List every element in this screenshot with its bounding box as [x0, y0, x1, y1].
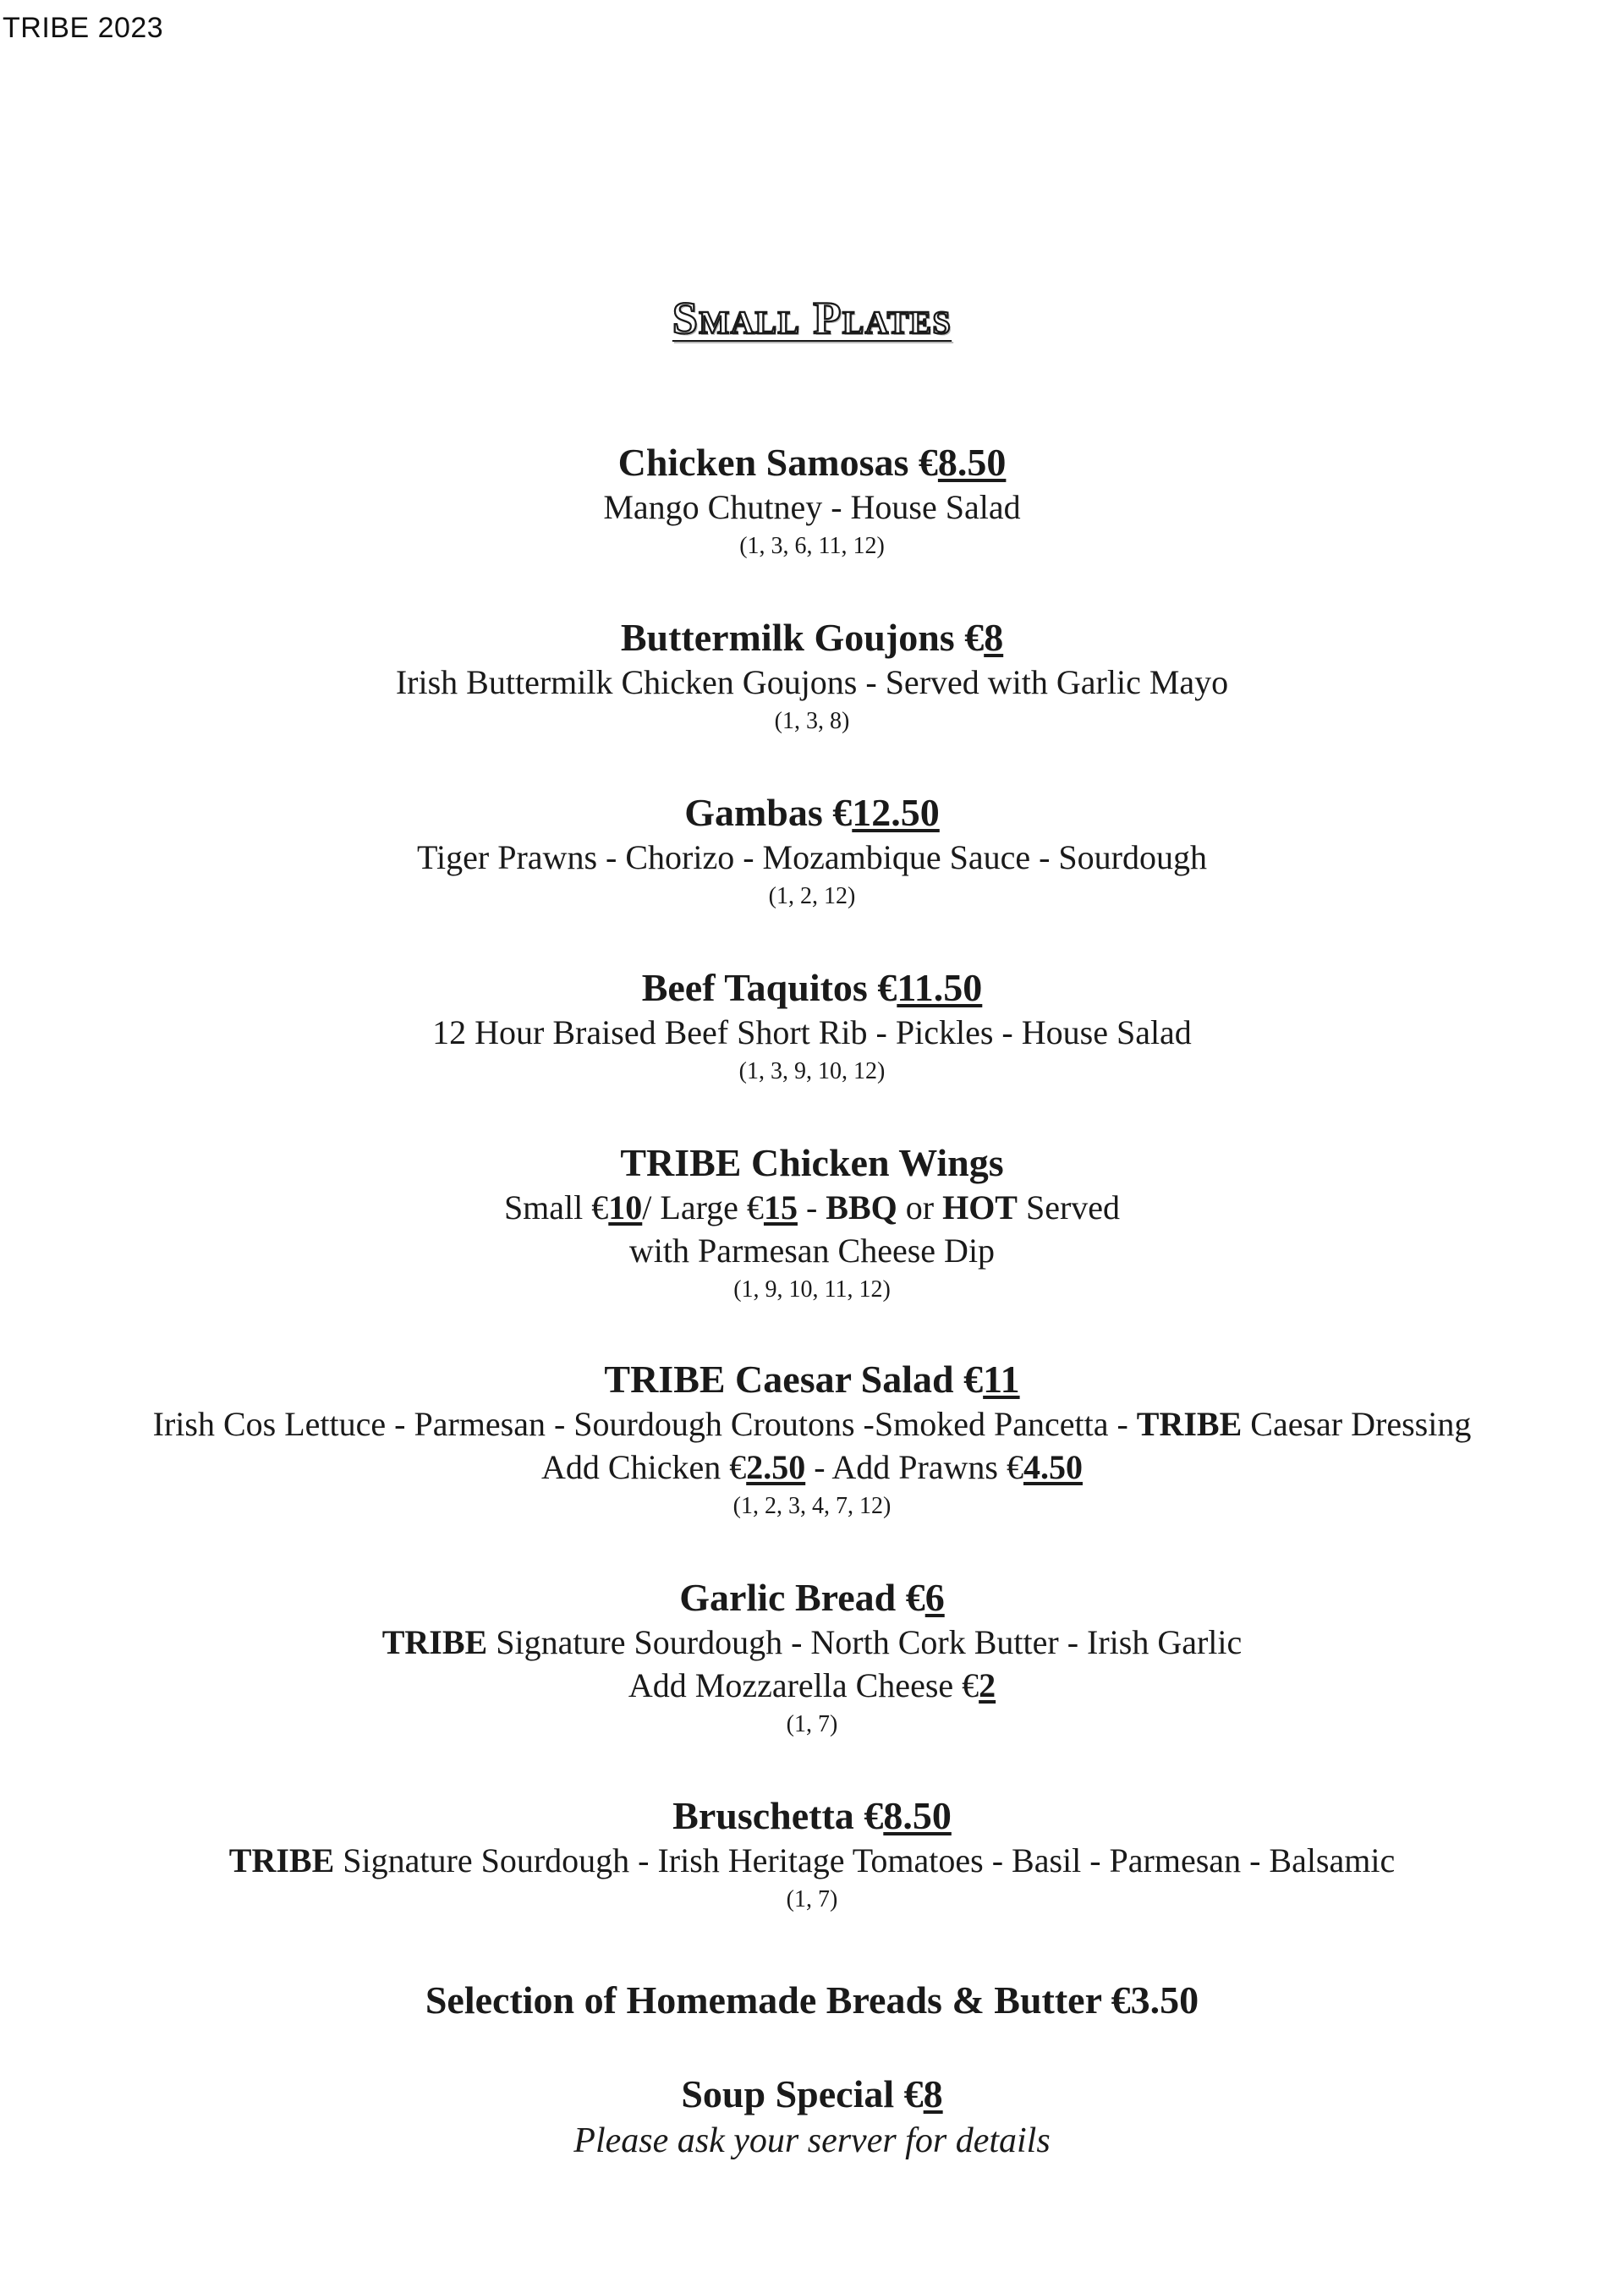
item-price: 8.50 — [937, 441, 1007, 484]
item-description: TRIBE Signature Sourdough - North Cork Butter - Irish Garlic — [381, 1623, 1243, 1661]
menu-item — [0, 2071, 1624, 2165]
item-title: Soup Special €8 — [681, 2072, 943, 2115]
item-description: Small €10/ Large €15 - BBQ or HOT Served — [503, 1188, 1121, 1226]
item-title: Beef Taquitos €11.50 — [641, 966, 983, 1009]
item-description-line2: with Parmesan Cheese Dip — [628, 1232, 996, 1270]
item-price: 8 — [923, 2072, 943, 2115]
menu-item — [0, 1793, 1624, 1918]
item-allergens: (1, 2, 12) — [768, 883, 856, 909]
item-description: TRIBE Signature Sourdough - Irish Heritage Tomatoes - Basil - Parmesan - Balsamic — [228, 1841, 1396, 1879]
item-description: Tiger Prawns - Chorizo - Mozambique Sauce - Sourdough — [417, 838, 1207, 876]
item-price: 8 — [984, 616, 1004, 659]
item-description: 12 Hour Braised Beef Short Rib - Pickles - House Salad — [432, 1013, 1192, 1051]
item-addons: Add Chicken €2.50 - Add Prawns €4.50 — [541, 1448, 1083, 1486]
item-title: Buttermilk Goujons €8 — [620, 616, 1004, 659]
item-allergens: (1, 7) — [786, 1711, 838, 1737]
item-price: 11 — [983, 1358, 1020, 1401]
item-price: 11.50 — [897, 966, 983, 1009]
document-header-tag: TRIBE 2023 — [3, 12, 164, 44]
small-price: 10 — [608, 1188, 643, 1226]
item-title: TRIBE Chicken Wings — [620, 1141, 1004, 1184]
menu-item — [0, 440, 1624, 564]
item-allergens: (1, 3, 9, 10, 12) — [738, 1058, 886, 1084]
item-addons: Add Mozzarella Cheese €2 — [628, 1666, 996, 1704]
menu-item — [0, 1978, 1624, 2023]
item-title: Garlic Bread €6 — [679, 1576, 945, 1619]
item-allergens: (1, 7) — [786, 1886, 838, 1912]
menu-item — [0, 615, 1624, 739]
menu-item — [0, 1357, 1624, 1524]
section-title: Small Plates — [672, 293, 952, 343]
item-title: Selection of Homemade Breads & Butter €3.50 — [425, 1978, 1199, 2022]
menu-item — [0, 965, 1624, 1089]
item-allergens: (1, 2, 3, 4, 7, 12) — [732, 1493, 892, 1519]
item-price: 8.50 — [883, 1794, 952, 1837]
item-note: Please ask your server for details — [573, 2121, 1051, 2160]
item-allergens: (1, 9, 10, 11, 12) — [733, 1276, 891, 1303]
item-title: TRIBE Caesar Salad €11 — [604, 1358, 1020, 1401]
item-description: Irish Cos Lettuce - Parmesan - Sourdough Croutons -Smoked Pancetta - TRIBE Caesar Dressing — [152, 1405, 1472, 1443]
item-title: Chicken Samosas €8.50 — [617, 441, 1007, 484]
menu-item — [0, 790, 1624, 914]
item-allergens: (1, 3, 6, 11, 12) — [739, 533, 885, 559]
item-title: Gambas €12.50 — [684, 791, 940, 834]
item-description: Irish Buttermilk Chicken Goujons - Served with Garlic Mayo — [395, 663, 1229, 701]
item-price: 6 — [924, 1576, 945, 1619]
item-price: 12.50 — [852, 791, 940, 834]
menu-item — [0, 1140, 1624, 1308]
item-title: Bruschetta €8.50 — [672, 1794, 952, 1837]
menu-item — [0, 1575, 1624, 1742]
item-description: Mango Chutney - House Salad — [603, 488, 1021, 526]
large-price: 15 — [763, 1188, 798, 1226]
item-allergens: (1, 3, 8) — [774, 708, 850, 734]
